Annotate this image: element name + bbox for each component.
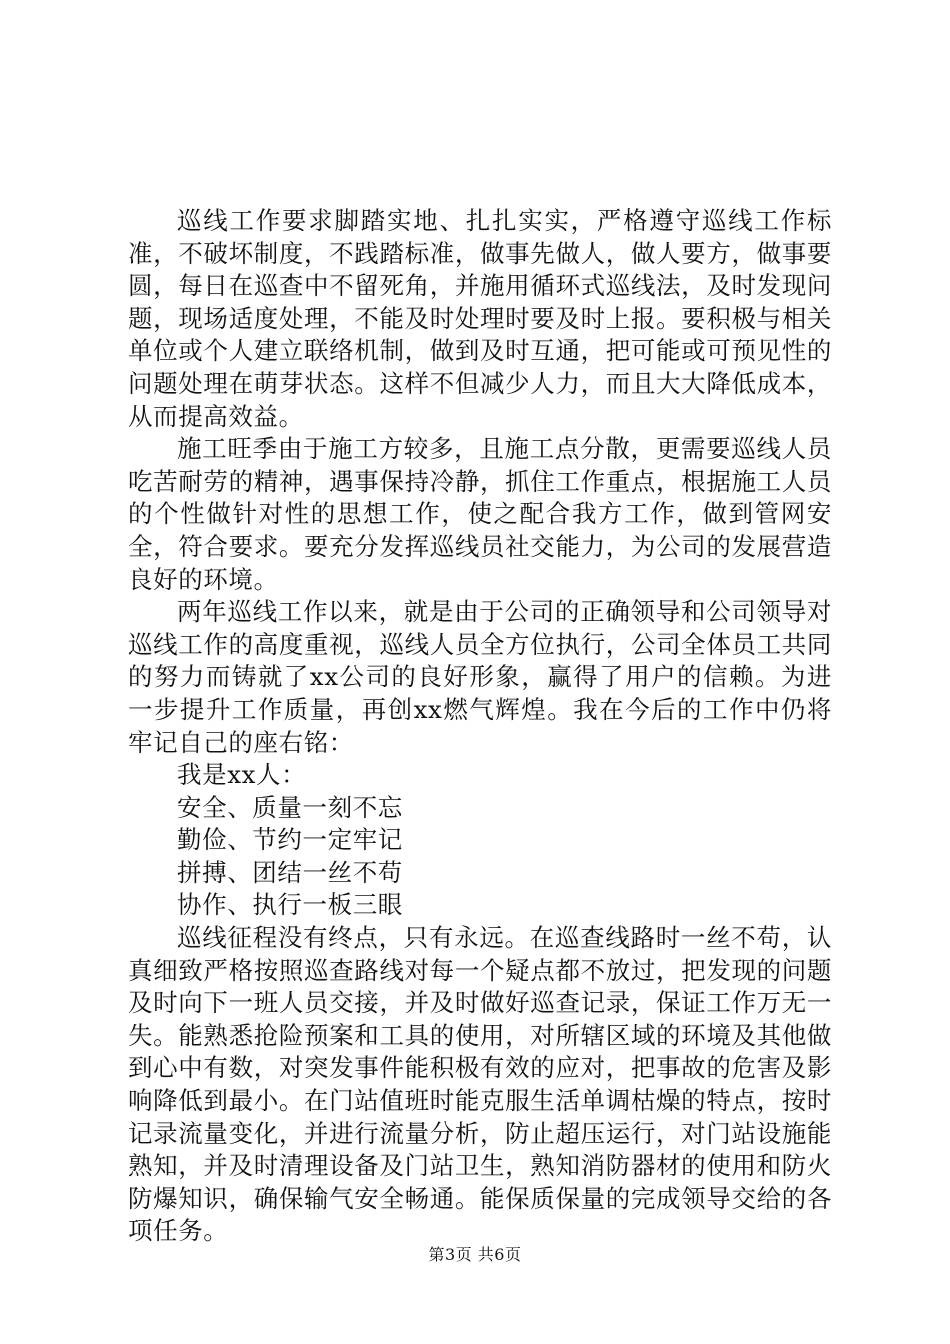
document-body [128,205,832,1248]
paragraph-closing: 巡线征程没有终点，只有永远。在巡查线路时一丝不苟，认真细致严格按照巡查路线对每一个疑点都不放过，把发现的问题及时向下一班人员交接，并及时做好巡查记录，保证工作万无一失。能熟悉抢险预案和工具的使用，对所辖区域的环境及其他做到心中有数，对突发事件能积极有效的应对，把事故的危害及影响降低到最小。在门站值班时能克服生活单调枯燥的特点，按时记录流量变化，并进行流量分析，防止超压运行，对门站设施能熟知，并及时清理设备及门站卫生，熟知消防器材的使用和防火防爆知识，确保输气安全畅通。能保质保量的完成领导交给的各项任务。 [128,923,832,1246]
paragraph-line-patrol-standards: 巡线工作要求脚踏实地、扎扎实实，严格遵守巡线工作标准，不破坏制度，不践踏标准，做事先做人，做人要方，做事要圆，每日在巡查中不留死角，并施用循环式巡线法，及时发现问题，现场适度处理，不能及时处理时要及时上报。要积极与相关单位或个人建立联络机制，做到及时互通，把可能或可预见性的问题处理在萌芽状态。这样不但减少人力，而且大大降低成本，从而提高效益。 [128,206,832,431]
motto-line: 拼搏、团结一丝不苟 [177,857,403,887]
motto-line: 安全、质量一刻不忘 [177,792,403,822]
paragraph-two-years-work: 两年巡线工作以来，就是由于公司的正确领导和公司领导对巡线工作的高度重视，巡线人员全方位执行，公司全体员工共同的努力而铸就了xx公司的良好形象，赢得了用户的信赖。为进一步提升工作质量，再创xx燃气辉煌。我在今后的工作中仍将牢记自己的座右铭： [128,597,832,757]
motto-line: 协作、执行一板三眼 [177,890,403,920]
paragraph-construction-season: 施工旺季由于施工方较多，且施工点分散，更需要巡线人员吃苦耐劳的精神，遇事保持冷静，抓住工作重点，根据施工人员的个性做针对性的思想工作，使之配合我方工作，做到管网安全，符合要求。要充分发挥巡线员社交能力，为公司的发展营造良好的环境。 [128,434,832,594]
page-number-footer: 第3页 共6页 [428,1245,522,1264]
motto-line: 勤俭、节约一定牢记 [177,825,403,855]
motto-line: 我是xx人： [177,760,307,790]
